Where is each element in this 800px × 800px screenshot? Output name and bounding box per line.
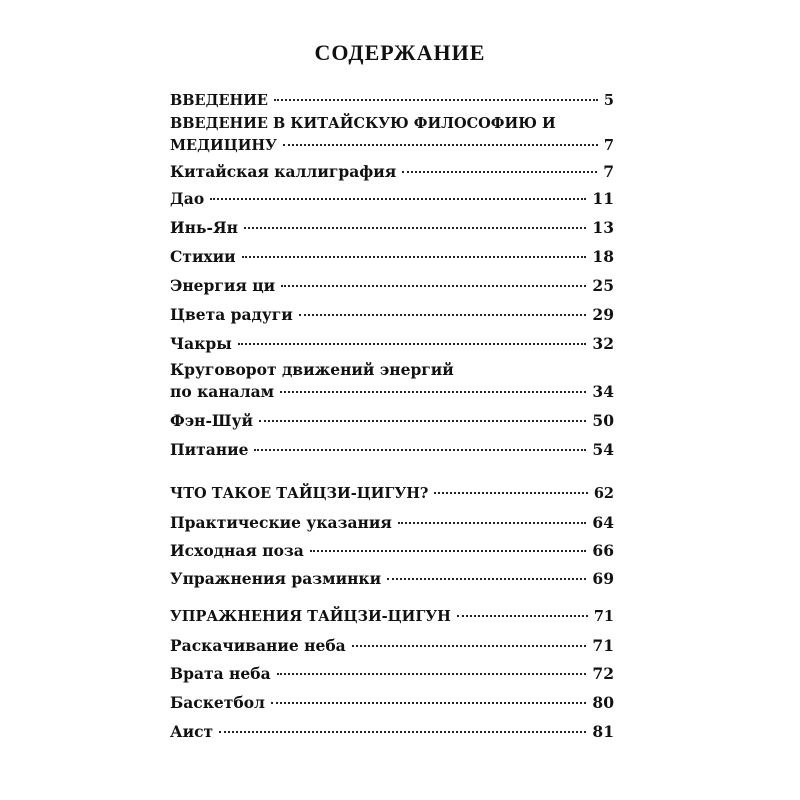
toc-entry-label: Китайская каллиграфия	[170, 162, 397, 181]
toc-entry	[170, 135, 614, 157]
toc-entry-page-number: 5	[603, 92, 614, 109]
toc-entry	[170, 439, 614, 461]
toc-entry	[170, 217, 614, 239]
dot-leader	[398, 522, 587, 524]
toc-entry-label: Аист	[170, 722, 214, 741]
toc-entry-page-number: 25	[592, 276, 614, 295]
toc-entry-label: Раскачивание неба	[170, 636, 346, 655]
dot-leader	[352, 645, 587, 647]
toc-entry-page-number: 29	[592, 305, 614, 324]
dot-leader	[277, 673, 587, 675]
toc-entry	[170, 721, 614, 743]
toc-entry-page-number: 71	[593, 608, 614, 625]
toc-entry-label: Баскетбол	[170, 693, 265, 712]
toc-entry-page-number: 72	[592, 664, 614, 683]
toc-entry	[170, 304, 614, 326]
toc-entry-label: Фэн-Шуй	[170, 411, 253, 430]
toc-entry-page-number: 7	[603, 137, 614, 154]
toc-entry	[170, 483, 614, 505]
toc-entry-page-number: 11	[592, 189, 614, 208]
dot-leader	[310, 550, 587, 552]
toc-entry-page-number: 13	[592, 218, 614, 237]
toc-entry-label: ЧТО ТАКОЕ ТАЙЦЗИ-ЦИГУН?	[170, 485, 429, 502]
toc-entry-label: Цвета радуги	[170, 305, 293, 324]
dot-leader	[274, 99, 598, 101]
toc-entry-page-number: 54	[592, 440, 614, 459]
dot-leader	[280, 391, 586, 393]
dot-leader	[259, 420, 586, 422]
toc-entry-page-number: 62	[593, 485, 614, 502]
toc-entry	[170, 606, 614, 628]
toc-entry-page-number: 81	[592, 722, 614, 741]
toc-entry-page-number: 34	[592, 382, 614, 401]
toc-entry-label: ВВЕДЕНИЕ	[170, 92, 268, 109]
toc-entry-page-number: 50	[592, 411, 614, 430]
dot-leader	[242, 256, 587, 258]
toc-entry-label: Питание	[170, 440, 249, 459]
dot-leader	[210, 198, 586, 200]
dot-leader	[387, 578, 586, 580]
toc-entry-first-line: ВВЕДЕНИЕ В КИТАЙСКУЮ ФИЛОСОФИЮ И	[170, 115, 556, 132]
dot-leader	[457, 615, 588, 617]
toc-entry	[170, 90, 614, 112]
toc-entry-page-number: 66	[592, 541, 614, 560]
toc-entry-label: УПРАЖНЕНИЯ ТАЙЦЗИ-ЦИГУН	[170, 608, 451, 625]
toc-entry-first-line: Круговорот движений энергий	[170, 360, 454, 379]
toc-entry	[170, 663, 614, 685]
dot-leader	[283, 144, 598, 146]
toc-entry-label: Дао	[170, 189, 205, 208]
dot-leader	[219, 731, 586, 733]
toc-entry	[170, 275, 614, 297]
toc-entry	[170, 246, 614, 268]
toc-entry	[170, 540, 614, 562]
toc-entry-page-number: 32	[592, 334, 614, 353]
toc-entry-label: Упражнения разминки	[170, 569, 382, 588]
toc-entry	[170, 635, 614, 657]
toc-entry-page-number: 64	[592, 513, 614, 532]
toc-entry	[170, 512, 614, 534]
toc-entry-label: Врата неба	[170, 664, 271, 683]
toc-entry	[170, 381, 614, 403]
toc-entry-label: Стихии	[170, 247, 236, 266]
toc-entry-label: Исходная поза	[170, 541, 304, 560]
toc-entry	[170, 188, 614, 210]
dot-leader	[434, 492, 587, 494]
toc-entry-label: Энергия ци	[170, 276, 276, 295]
toc-entry-page-number: 18	[592, 247, 614, 266]
dot-leader	[244, 227, 586, 229]
toc-entry-label: МЕДИЦИНУ	[170, 137, 277, 154]
toc-entry	[170, 161, 614, 183]
toc-entry-label: Практические указания	[170, 513, 392, 532]
dot-leader	[254, 449, 586, 451]
toc-entry	[170, 692, 614, 714]
dot-leader	[281, 285, 586, 287]
dot-leader	[299, 314, 587, 316]
toc-entry	[170, 410, 614, 432]
dot-leader	[238, 343, 587, 345]
toc-entry-page-number: 71	[592, 636, 614, 655]
toc-entry-label: Чакры	[170, 334, 232, 353]
toc-title: СОДЕРЖАНИЕ	[314, 40, 486, 65]
dot-leader	[271, 702, 586, 704]
dot-leader	[402, 171, 597, 173]
toc-entry-page-number: 80	[592, 693, 614, 712]
toc-entry	[170, 333, 614, 355]
toc-entry-page-number: 7	[603, 162, 614, 181]
toc-entry-label: Инь-Ян	[170, 218, 238, 237]
toc-entry-page-number: 69	[592, 569, 614, 588]
toc-entry-label: по каналам	[170, 382, 275, 401]
toc-entry	[170, 568, 614, 590]
